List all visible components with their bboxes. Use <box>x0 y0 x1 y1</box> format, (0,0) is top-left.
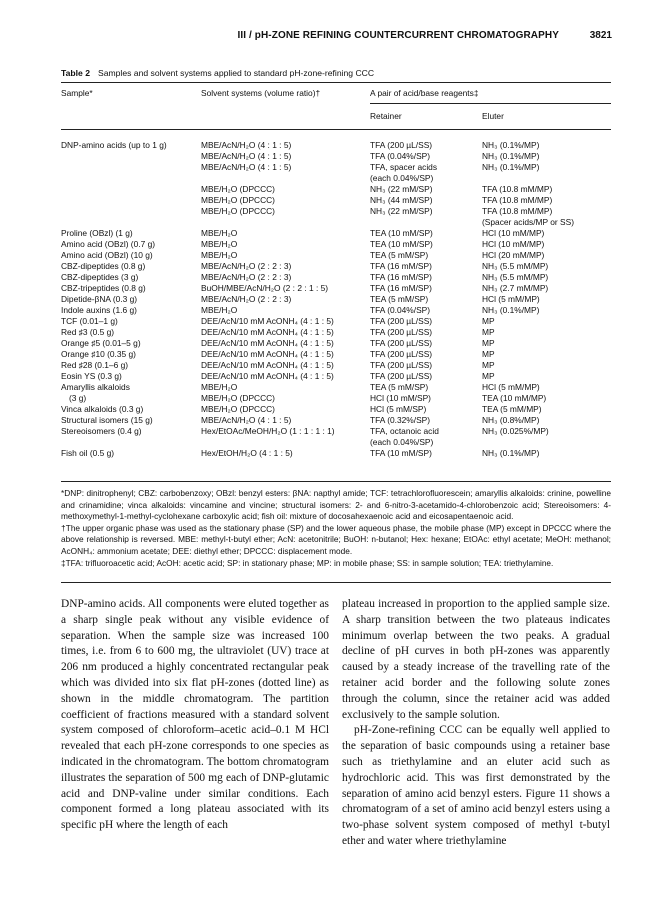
table-row <box>0 261 668 272</box>
table-cell: Orange ♯10 (0.35 g) <box>61 349 136 359</box>
table-cell: HCl (20 mM/MP) <box>482 250 545 260</box>
table-cell: TEA (5 mM/SP) <box>370 294 429 304</box>
header-sub-rule <box>370 103 611 104</box>
table-cell: MBE/AcN/H₂O (4 : 1 : 5) <box>201 151 292 161</box>
table-row <box>0 206 668 217</box>
table-row <box>0 382 668 393</box>
table-cell: Hex/EtOAc/MeOH/H₂O (1 : 1 : 1 : 1) <box>201 426 335 436</box>
table-cell: Red ♯28 (0.1–6 g) <box>61 360 129 370</box>
table-row <box>0 360 668 371</box>
table-cell: TFA (200 µL/SS) <box>370 371 433 381</box>
table-cell: MBE/AcN/H₂O (4 : 1 : 5) <box>201 140 292 150</box>
table-cell: TFA (200 µL/SS) <box>370 338 433 348</box>
table-cell: Amino acid (OBzl) (10 g) <box>61 250 153 260</box>
table-cell: HCl (10 mM/SP) <box>370 393 431 403</box>
table-cell: DEE/AcN/10 mM AcONH₄ (4 : 1 : 5) <box>201 316 334 326</box>
table-label: Table 2 <box>61 68 90 78</box>
footnote-reagents: ‡TFA: trifluoroacetic acid; AcOH: acetic acid; SP: in stationary phase; MP: in mobile phase; SS: in sample solution; TEA: triethylamine. <box>61 557 554 568</box>
table-cell: Eosin YS (0.3 g) <box>61 371 122 381</box>
table-cell: MBE/H₂O <box>201 305 238 315</box>
table-cell: CBZ-tripeptides (0.8 g) <box>61 283 146 293</box>
table-cell: MBE/AcN/H₂O (2 : 2 : 3) <box>201 261 292 271</box>
table-row <box>0 448 668 459</box>
table-footnotes <box>61 488 611 569</box>
table-cell: CBZ-dipeptides (0.8 g) <box>61 261 146 271</box>
table-row <box>0 184 668 195</box>
table-cell: TEA (10 mM/MP) <box>482 393 547 403</box>
header-reagent-pair: A pair of acid/base reagents‡ <box>370 88 479 98</box>
table-cell: (3 g) <box>69 393 87 403</box>
header-sample: Sample* <box>61 88 93 98</box>
table-row <box>0 283 668 294</box>
table-cell: NH₃ (0.1%/MP) <box>482 151 540 161</box>
table-cell: HCl (5 mM/SP) <box>370 404 427 414</box>
table-cell: MBE/H₂O (DPCCC) <box>201 195 275 205</box>
table-cell: DEE/AcN/10 mM AcONH₄ (4 : 1 : 5) <box>201 360 334 370</box>
table-cell: DEE/AcN/10 mM AcONH₄ (4 : 1 : 5) <box>201 338 334 348</box>
table-cell: TFA (200 µL/SS) <box>370 140 433 150</box>
table-cell: TFA (16 mM/SP) <box>370 261 432 271</box>
table-cell: HCl (10 mM/MP) <box>482 239 545 249</box>
table-cell: MP <box>482 349 495 359</box>
table-cell: Amino acid (OBzl) (0.7 g) <box>61 239 156 249</box>
table-top-rule <box>61 82 611 83</box>
table-cell: Fish oil (0.5 g) <box>61 448 115 458</box>
table-row <box>0 316 668 327</box>
table-cell: NH₃ (22 mM/SP) <box>370 184 433 194</box>
table-row <box>0 338 668 349</box>
table-row <box>0 393 668 404</box>
table-cell: MBE/H₂O <box>201 239 238 249</box>
table-cell: NH₃ (0.8%/MP) <box>482 415 540 425</box>
table-cell: MBE/AcN/H₂O (4 : 1 : 5) <box>201 162 292 172</box>
table-row <box>0 415 668 426</box>
table-cell: MBE/H₂O (DPCCC) <box>201 404 275 414</box>
table-row <box>0 173 668 184</box>
table-row <box>0 228 668 239</box>
table-cell: TFA (10.8 mM/MP) <box>482 195 553 205</box>
table-cell: TFA, spacer acids <box>370 162 438 172</box>
table-cell: MBE/AcN/H₂O (4 : 1 : 5) <box>201 415 292 425</box>
table-caption <box>61 68 374 78</box>
table-row <box>0 239 668 250</box>
table-cell: TEA (5 mM/SP) <box>370 250 429 260</box>
table-row <box>0 217 668 228</box>
table-row <box>0 327 668 338</box>
table-cell: Indole auxins (1.6 g) <box>61 305 137 315</box>
table-cell: TFA (0.04%/SP) <box>370 305 431 315</box>
table-cell: NH₃ (5.5 mM/MP) <box>482 261 549 271</box>
footnote-abbrev: *DNP: dinitrophenyl; CBZ: carbobenzoxy; OBzl: benzyl esters: βNA: napthyl amide; TCF: tetrachlorofluorescein; amaryllis alkaloids: crinine, powelline and crinamidine; vinca alkaloids: vincamine and vincine; structural isomers: 2- and 6-nitro-3-acetamido-4-chlorobenzoic acid; Stereoisomers: 4-methoxymethyl-1-methyl-cyclohexane carboxylic acid; fish oil: mixture of docosahexaenoic acid and eicosapentaenoic acid. <box>61 488 611 522</box>
body-paragraph: plateau increased in proportion to the applied sample size. A sharp transition between the two plateaus indicates minimum overlap between the two peaks. A gradual decline of pH curves in both pH-zones was apparently caused by a steady increase of the travelling rate of the retainer acid border and the following solute zones through the column, since the retainer acid was added exclusively to the sample solution. <box>342 598 610 721</box>
table-cell: BuOH/MBE/AcN/H₂O (2 : 2 : 1 : 5) <box>201 283 329 293</box>
table-row <box>0 294 668 305</box>
table-cell: Proline (OBzl) (1 g) <box>61 228 133 238</box>
table-cell: TFA (16 mM/SP) <box>370 272 432 282</box>
body-column-left <box>61 597 329 834</box>
table-cell: TFA (10 mM/SP) <box>370 448 432 458</box>
table-row <box>0 195 668 206</box>
table-row <box>0 371 668 382</box>
table-cell: TCF (0.01–1 g) <box>61 316 118 326</box>
table-caption-text: Samples and solvent systems applied to standard pH-zone-refining CCC <box>97 68 375 78</box>
table-row <box>0 140 668 151</box>
table-row <box>0 349 668 360</box>
table-cell: TFA (10.8 mM/MP) <box>482 206 553 216</box>
table-cell: TFA (16 mM/SP) <box>370 283 432 293</box>
table-cell: MBE/H₂O <box>201 250 238 260</box>
table-body <box>0 140 668 459</box>
table-cell: NH₃ (0.025%/MP) <box>482 426 549 436</box>
table-cell: TFA (10.8 mM/MP) <box>482 184 553 194</box>
table-cell: TFA (200 µL/SS) <box>370 349 433 359</box>
table-cell: Dipetide-βNA (0.3 g) <box>61 294 138 304</box>
body-paragraph: DNP-amino acids. All components were eluted together as a sharp single peak without any visible evidence of separation. When the sample size was increased 100 times, i.e. from 6 to 600 mg, the ultraviolet (UV) trace at 206 nm produced a highly concentrated rectangular peak which was divided into six flat pH-zones (dotted line) as shown in the middle chromatogram. The partition coefficient of fractions measured with a standard solvent system composed of chloroform–acetic acid–0.1 M HCl revealed that each pH-zone corresponds to one species as indicated in the chromatogram. The bottom chromatogram illustrates the separation of 500 mg each of DNP-glutamic acid and DNP-valine under similar conditions. Each component formed a long plateau associated with its specific pH where the length of each <box>61 598 329 832</box>
table-cell: MBE/AcN/H₂O (2 : 2 : 3) <box>201 294 292 304</box>
table-cell: (Spacer acids/MP or SS) <box>482 217 575 227</box>
header-retainer: Retainer <box>370 111 402 121</box>
running-title: III / pH-ZONE REFINING COUNTERCURRENT CHROMATOGRAPHY <box>237 30 559 41</box>
table-cell: TEA (5 mM/SP) <box>370 382 429 392</box>
table-cell: MP <box>482 360 495 370</box>
footnote-rule <box>61 582 611 583</box>
table-bottom-rule <box>61 481 611 482</box>
table-cell: Vinca alkaloids (0.3 g) <box>61 404 144 414</box>
table-cell: HCl (5 mM/MP) <box>482 294 540 304</box>
table-cell: TFA (0.32%/SP) <box>370 415 431 425</box>
body-paragraph: pH-Zone-refining CCC can be equally well applied to the separation of basic compounds using a retainer base such as triethylamine and an eluter acid such as hydrochloric acid. This was first demonstrated by the separation of amino acid benzyl esters. Figure 11 shows a chromatogram of a set of amino acid benzyl esters using a two-phase solvent system composed of methyl t-butyl ether and water where triethylamine <box>342 724 610 847</box>
table-cell: MP <box>482 371 495 381</box>
table-cell: (each 0.04%/SP) <box>370 173 434 183</box>
table-cell: NH₃ (22 mM/SP) <box>370 206 433 216</box>
table-cell: Amaryllis alkaloids <box>61 382 130 392</box>
table-cell: Red ♯3 (0.5 g) <box>61 327 115 337</box>
header-bottom-rule <box>61 129 611 130</box>
table-cell: TFA (200 µL/SS) <box>370 316 433 326</box>
table-cell: NH₃ (0.1%/MP) <box>482 162 540 172</box>
table-row <box>0 250 668 261</box>
table-row <box>0 437 668 448</box>
table-cell: Hex/EtOH/H₂O (4 : 1 : 5) <box>201 448 293 458</box>
table-cell: MBE/H₂O <box>201 382 238 392</box>
table-cell: Structural isomers (15 g) <box>61 415 153 425</box>
table-cell: MBE/H₂O (DPCCC) <box>201 206 275 216</box>
table-cell: TFA, octanoic acid <box>370 426 439 436</box>
table-cell: Stereoisomers (0.4 g) <box>61 426 142 436</box>
table-cell: TEA (5 mM/MP) <box>482 404 542 414</box>
header-solvent: Solvent systems (volume ratio)† <box>201 88 321 98</box>
table-cell: NH₃ (0.1%/MP) <box>482 140 540 150</box>
table-cell: NH₃ (44 mM/SP) <box>370 195 433 205</box>
table-row <box>0 162 668 173</box>
table-cell: Orange ♯5 (0.01–5 g) <box>61 338 141 348</box>
table-row <box>0 426 668 437</box>
table-row <box>0 151 668 162</box>
table-cell: NH₃ (2.7 mM/MP) <box>482 283 549 293</box>
table-cell: DEE/AcN/10 mM AcONH₄ (4 : 1 : 5) <box>201 327 334 337</box>
table-cell: TFA (200 µL/SS) <box>370 360 433 370</box>
table-cell: TEA (10 mM/SP) <box>370 228 433 238</box>
table-cell: TFA (0.04%/SP) <box>370 151 431 161</box>
table-cell: MP <box>482 316 495 326</box>
table-cell: DEE/AcN/10 mM AcONH₄ (4 : 1 : 5) <box>201 371 334 381</box>
table-row <box>0 305 668 316</box>
table-cell: TFA (200 µL/SS) <box>370 327 433 337</box>
table-cell: NH₃ (0.1%/MP) <box>482 448 540 458</box>
table-cell: DEE/AcN/10 mM AcONH₄ (4 : 1 : 5) <box>201 349 334 359</box>
table-cell: DNP-amino acids (up to 1 g) <box>61 140 167 150</box>
table-cell: TEA (10 mM/SP) <box>370 239 433 249</box>
table-row <box>0 404 668 415</box>
table-cell: MP <box>482 338 495 348</box>
header-eluter: Eluter <box>482 111 504 121</box>
table-cell: NH₃ (0.1%/MP) <box>482 305 540 315</box>
table-cell: MBE/H₂O (DPCCC) <box>201 184 275 194</box>
table-cell: NH₃ (5.5 mM/MP) <box>482 272 549 282</box>
table-cell: MBE/AcN/H₂O (2 : 2 : 3) <box>201 272 292 282</box>
table-cell: MBE/H₂O (DPCCC) <box>201 393 275 403</box>
table-cell: (each 0.04%/SP) <box>370 437 434 447</box>
table-cell: HCl (5 mM/MP) <box>482 382 540 392</box>
table-cell: HCl (10 mM/MP) <box>482 228 545 238</box>
body-column-right <box>342 597 610 850</box>
table-cell: CBZ-dipeptides (3 g) <box>61 272 139 282</box>
table-cell: MP <box>482 327 495 337</box>
table-row <box>0 272 668 283</box>
footnote-phases: †The upper organic phase was used as the stationary phase (SP) and the lower aqueous phase, the mobile phase (MP) except in DPCCC where the above relationship is reversed. MBE: methyl-t-butyl ether; AcN: acetonitrile; BuOH: n-butanol; Hex: hexane; EtOAc: ethyl acetate; MeOH: methanol; AcONH₄: ammonium acetate; DEE: diethyl ether; DPCCC: displacement mode. <box>61 522 611 556</box>
table-cell: MBE/H₂O <box>201 228 238 238</box>
page-number: 3821 <box>589 30 612 41</box>
